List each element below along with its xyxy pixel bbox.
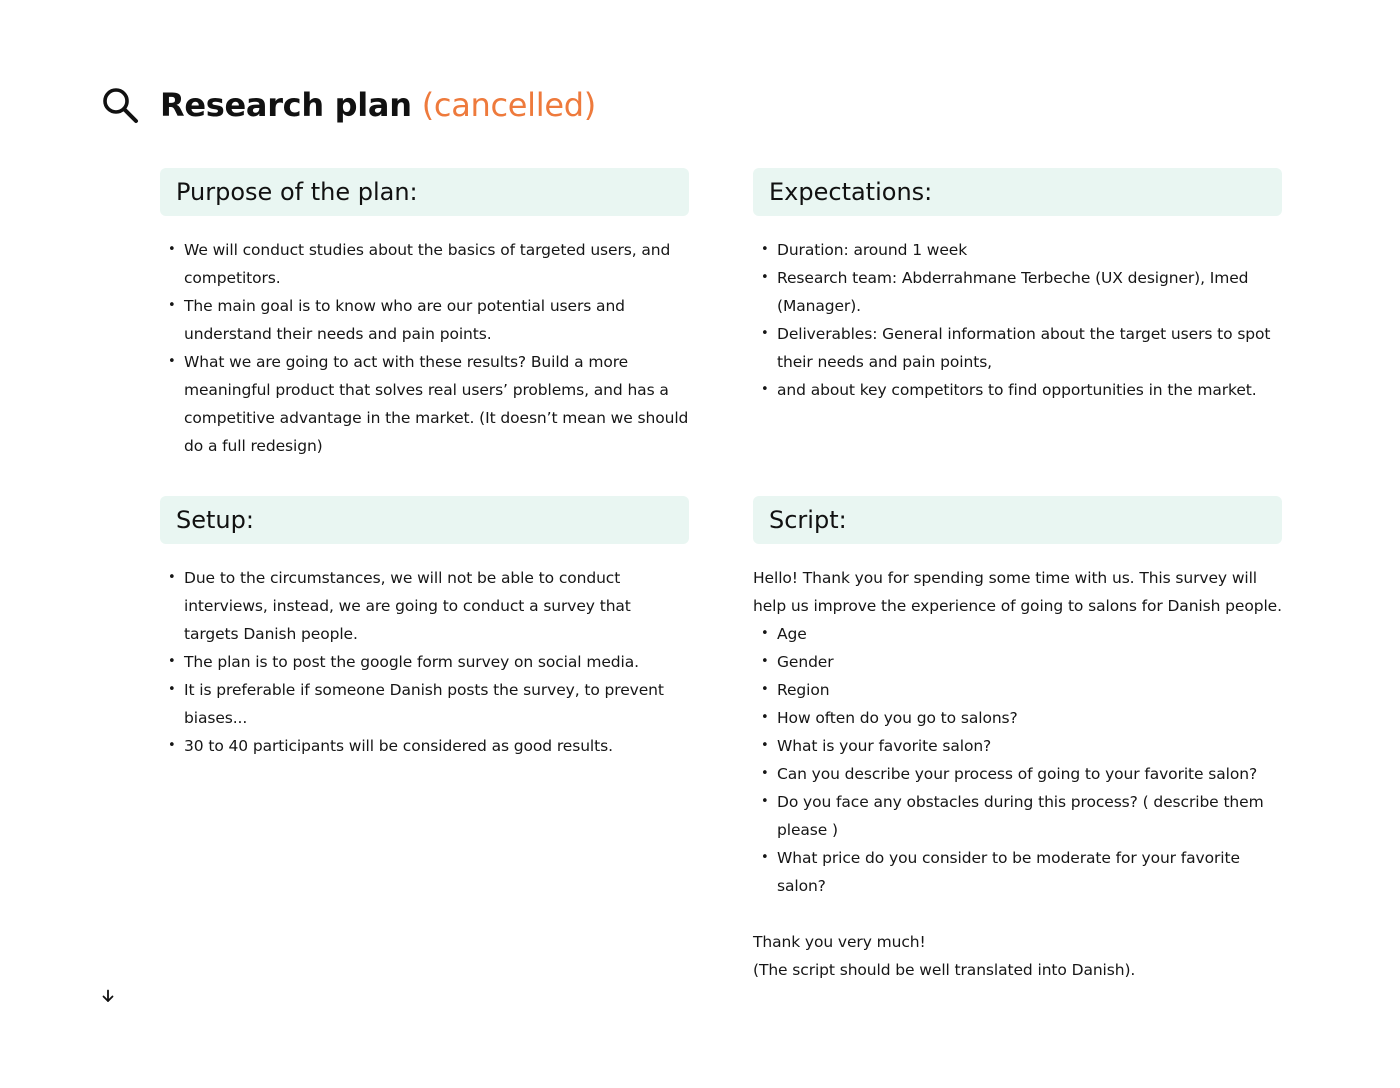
script-closing — [753, 928, 1282, 984]
list-item: • The main goal is to know who are our potential users and understand their needs and pain points. — [160, 292, 689, 348]
setup-heading: Setup: — [160, 496, 689, 544]
list-item: • Region — [753, 676, 1282, 704]
list-item: • We will conduct studies about the basics of targeted users, and competitors. — [160, 236, 689, 292]
setup-section — [160, 496, 689, 760]
purpose-list — [160, 236, 689, 460]
list-item: • Due to the circumstances, we will not be able to conduct interviews, instead, we are going to conduct a survey that targets Danish people. — [160, 564, 689, 648]
expectations-heading: Expectations: — [753, 168, 1282, 216]
page-header — [100, 80, 596, 130]
script-intro: Hello! Thank you for spending some time with us. This survey will help us improve the experience of going to salons for Danish people. — [753, 569, 1282, 615]
list-item: • How often do you go to salons? — [753, 704, 1282, 732]
script-questions-list — [753, 620, 1282, 900]
translation-note: (The script should be well translated into Danish). — [753, 961, 1136, 979]
purpose-heading: Purpose of the plan: — [160, 168, 689, 216]
list-item: • What price do you consider to be moderate for your favorite salon? — [753, 844, 1282, 900]
list-item: • Can you describe your process of going to your favorite salon? — [753, 760, 1282, 788]
script-section — [753, 496, 1282, 984]
arrow-down-icon[interactable] — [101, 989, 115, 1003]
list-item: • Deliverables: General information about the target users to spot their needs and pain points, — [753, 320, 1282, 376]
page-title-text: Research plan — [160, 86, 412, 124]
status-label: (cancelled) — [421, 86, 596, 124]
script-heading: Script: — [753, 496, 1282, 544]
list-item: • It is preferable if someone Danish posts the survey, to prevent biases... — [160, 676, 689, 732]
list-item: • 30 to 40 participants will be considered as good results. — [160, 732, 689, 760]
list-item: • and about key competitors to find opportunities in the market. — [753, 376, 1282, 404]
purpose-section — [160, 168, 689, 460]
list-item: • Age — [753, 620, 1282, 648]
list-item: • Do you face any obstacles during this process? ( describe them please ) — [753, 788, 1282, 844]
list-item: • Duration: around 1 week — [753, 236, 1282, 264]
list-item: • The plan is to post the google form survey on social media. — [160, 648, 689, 676]
page-title — [160, 86, 596, 124]
list-item: • Research team: Abderrahmane Terbeche (UX designer), Imed (Manager). — [753, 264, 1282, 320]
setup-list — [160, 564, 689, 760]
list-item: • What is your favorite salon? — [753, 732, 1282, 760]
closing-text: Thank you very much! — [753, 933, 926, 951]
list-item: • Gender — [753, 648, 1282, 676]
expectations-list — [753, 236, 1282, 404]
list-item: • What we are going to act with these results? Build a more meaningful product that solves real users’ problems, and has a competitive advantage in the market. (It doesn’t mean we should do a full redesign) — [160, 348, 689, 460]
search-icon — [100, 85, 140, 125]
expectations-section — [753, 168, 1282, 404]
